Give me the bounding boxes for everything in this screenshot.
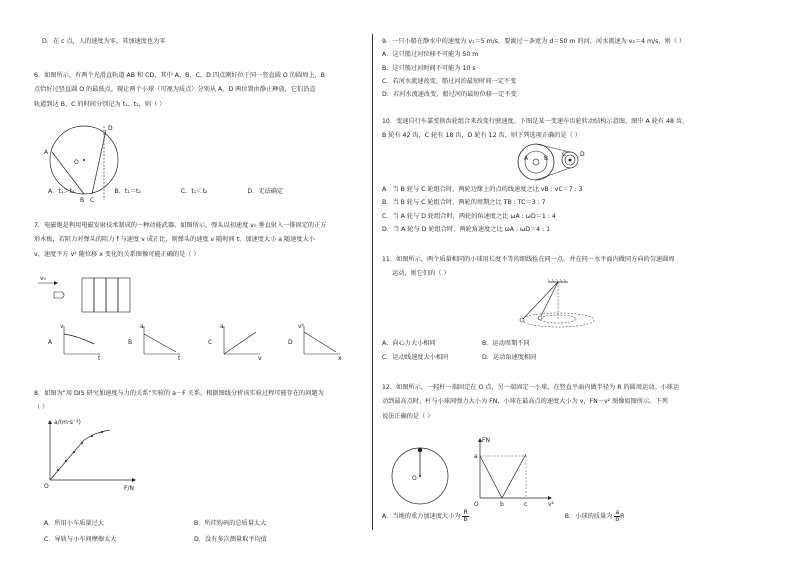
- q7-c-xlabel: v: [258, 355, 262, 362]
- q11-conical-pendulum-figure: [510, 278, 610, 330]
- q11-option-a: A．向心力大小相同: [382, 340, 436, 347]
- q10-option-b: B．当 B 轮与 C 轮组合时，两轮的周期之比 TB : TC＝3 : 7: [382, 199, 546, 207]
- q12-line-2: 动到最高点时，杆与小球间弹力大小为 FN，小球在最高点的速度大小为 v，FN－v² 图像如图所示。下列: [382, 398, 668, 406]
- q6-fig-label-b: B: [80, 197, 85, 204]
- question-6: [34, 72, 325, 109]
- q10-fig-label-a: A: [524, 155, 529, 162]
- q8-option-c: C．导轨与小车间摩擦太大: [44, 536, 117, 544]
- q10-line-2: B 轮有 42 齿，C 轮有 18 齿，D 轮有 12 齿，则下列选项正确的是（ ）: [382, 132, 581, 140]
- q7-line-2: 形木板，若阻力对弹头的阻力 f 与速度 v 成正比，则弹头的速度 v 随时间 t、加速度大小 a 随速度大小: [34, 236, 315, 244]
- q8-origin: O: [44, 483, 49, 490]
- q8-line-1: 8．如图为“用 DIS 研究加速度与力的关系”实验的 a－F 关系，根据图线分析该实验过程可能存在的问题为: [34, 390, 324, 397]
- q8-aF-graph: [44, 418, 154, 490]
- q10-options: [382, 186, 583, 234]
- q12-FN-v2-graph: [472, 436, 562, 506]
- q12-rod-circle-figure: [390, 438, 470, 508]
- q7-graph-options: [48, 324, 364, 364]
- q6-fig-label-d: D: [108, 125, 113, 132]
- q7-b-xlabel: t: [178, 355, 181, 362]
- q6-option-a: A．t₁＞t₂: [48, 188, 75, 195]
- q10-gear-figure: [506, 142, 606, 184]
- q6-line-1: 6．如图所示，有两个光滑直轨道 AB 和 CD，其中 A、B、C、D 四点刚好位于同一竖直圆 O 的圆周上，B: [34, 72, 325, 79]
- q8-options: [44, 520, 364, 545]
- q9-option-b: B．这只船过河时间不可能为 10 s: [382, 64, 476, 72]
- q12-graph-c: c: [524, 501, 528, 508]
- q12-graph-a: a: [474, 453, 478, 460]
- q8-line-2: （ ）: [34, 404, 49, 412]
- q11-line-2: 运动，则它们的（ ）: [392, 270, 450, 278]
- question-12: [382, 384, 679, 421]
- q7-option-a-label: A: [48, 339, 53, 346]
- q9-option-c: C．若河水流速改变，船过河的最短时间一定不变: [382, 78, 517, 86]
- q9-option-d: D．若河水流速改变，船过河的最短位移一定不变: [382, 91, 517, 99]
- q12-option-a-fraction: [462, 510, 468, 523]
- question-7: [34, 222, 326, 259]
- q12-graph-ylabel: FN: [482, 437, 490, 444]
- q7-d-xlabel: x: [338, 355, 342, 362]
- q6-option-b: B．t₁＝t₂: [114, 188, 141, 195]
- q12-graph-origin: O: [474, 501, 479, 508]
- q8-xlabel: F/N: [124, 485, 134, 492]
- q6-line-3: 轨道到达 B、C 的时间分别记为 t₁、t₂，则（ ）: [34, 100, 166, 108]
- q7-v0-label: v₀: [40, 275, 46, 282]
- q8-option-d: D．没有多次测量取平均值: [194, 536, 267, 544]
- q7-line-3: v、速度平方 v² 随位移 x 变化的关系图像可能正确的是（ ）: [34, 250, 200, 258]
- q12-option-b-den: b: [615, 516, 620, 524]
- q11-line-1: 11．如图所示，两个质量相同的小球用长度不等的细线拴在同一点，并在同一水平面内做同方向的匀速圆周: [382, 256, 675, 263]
- q7-line-1: 7．电磁炮是利用电磁发射技术制成的一种动能武器。如图所示，弹头以初速度 v₀ 垂直射入一排固定的正方: [34, 222, 327, 229]
- q7-a-xlabel: t: [98, 355, 101, 362]
- q7-a-ylabel: v: [60, 323, 64, 330]
- q7-b-ylabel: a: [140, 323, 144, 330]
- q11-options: [382, 340, 762, 363]
- q12-options: [382, 510, 762, 523]
- q7-bullet-boards-figure: [34, 274, 134, 314]
- q10-line-1: 10．变速自行车靠变换齿轮组合来改变行驶速度。下图是某一变速车齿轮转动结构示意图，图中 A 轮有 48 齿，: [382, 118, 689, 125]
- q10-option-d: D．当 A 轮与 D 轮组合时，两轮角速度之比 ωA : ωD＝4 : 1: [382, 226, 551, 234]
- q6-fig-label-o: O: [74, 159, 79, 166]
- q6-line-2: 点恰好过竖直圆 O 的最低点。现让两个小球（可视为质点）分别从 A、D 两位置由静止释放，它们沿直: [34, 86, 316, 94]
- q8-ylabel: a/(m·s⁻²): [54, 419, 81, 426]
- q7-graphs: [48, 324, 368, 364]
- q6-fig-label-a: A: [44, 149, 49, 156]
- q12-option-b-tail: R: [620, 512, 625, 520]
- column-divider: [372, 34, 373, 530]
- q12-graph-b: b: [500, 501, 504, 508]
- q5-option-d: D．在 c 点，人的速度为零，其加速度也为零: [42, 38, 166, 45]
- q10-option-c: C．当 A 轮与 D 轮组合时，两轮的角速度之比 ωA : ωD＝1 : 4: [382, 212, 556, 220]
- q12-line-1: 12．如图所示，一轻杆一端固定在 O 点，另一端固定一小球，在竖直平面内做半径为 R 的圆周运动。小球运: [382, 384, 680, 391]
- question-9: [382, 38, 685, 100]
- q8-option-b: B．所挂钩码的总质量太大: [194, 520, 267, 527]
- q6-option-d: D．无法确定: [247, 188, 284, 195]
- q12-line-3: 说法正确的是（ ）: [382, 412, 434, 420]
- q10-fig-label-c: C: [562, 151, 567, 158]
- q8-option-a: A．所用小车质量过大: [44, 520, 104, 527]
- q12-graph-xlabel: v²: [548, 501, 554, 508]
- question-8: [34, 390, 324, 413]
- q9-option-a: A．这只船过河位移不可能为 50 m: [382, 51, 479, 59]
- q6-option-c: C．t₁＜t₂: [180, 188, 208, 195]
- q9-line-1: 9．一只小船在静水中的速度为 v₁＝5 m/s，要渡过一条宽为 d＝50 m 的河，河水流速为 v₂＝4 m/s，则（ ）: [382, 38, 686, 45]
- q11-option-c: C．运动线速度大小相同: [382, 354, 449, 362]
- q7-d-ylabel: v²: [298, 323, 304, 330]
- q11-option-d: D．运动角速度相同: [482, 354, 537, 362]
- q12-option-a-num: R: [463, 509, 468, 516]
- q6-fig-label-c: C: [90, 197, 95, 204]
- q7-option-b-label: B: [128, 339, 133, 346]
- q6-options: [48, 188, 283, 196]
- q12-fig-label-o: O: [412, 475, 417, 482]
- q7-option-c-label: C: [208, 339, 213, 346]
- q10-option-a: A．当 B 轮与 C 轮组合时，两轮边缘上的点的线速度之比 vB : vC＝7 : 3: [382, 186, 583, 193]
- q10-fig-label-d: D: [580, 151, 585, 158]
- q12-option-b: B．小球的质量为: [564, 512, 613, 520]
- q7-option-d-label: D: [288, 339, 293, 346]
- q7-c-ylabel: a: [220, 323, 224, 330]
- q10-fig-label-b: B: [544, 155, 549, 162]
- question-10: [382, 118, 688, 141]
- question-11: [382, 256, 675, 279]
- q12-option-b-num: a: [615, 509, 620, 516]
- q12-option-a-den: b: [463, 516, 468, 524]
- q12-option-a: A．当地的重力加速度大小为: [382, 512, 461, 520]
- q11-option-b: B．运动周期不同: [482, 340, 530, 347]
